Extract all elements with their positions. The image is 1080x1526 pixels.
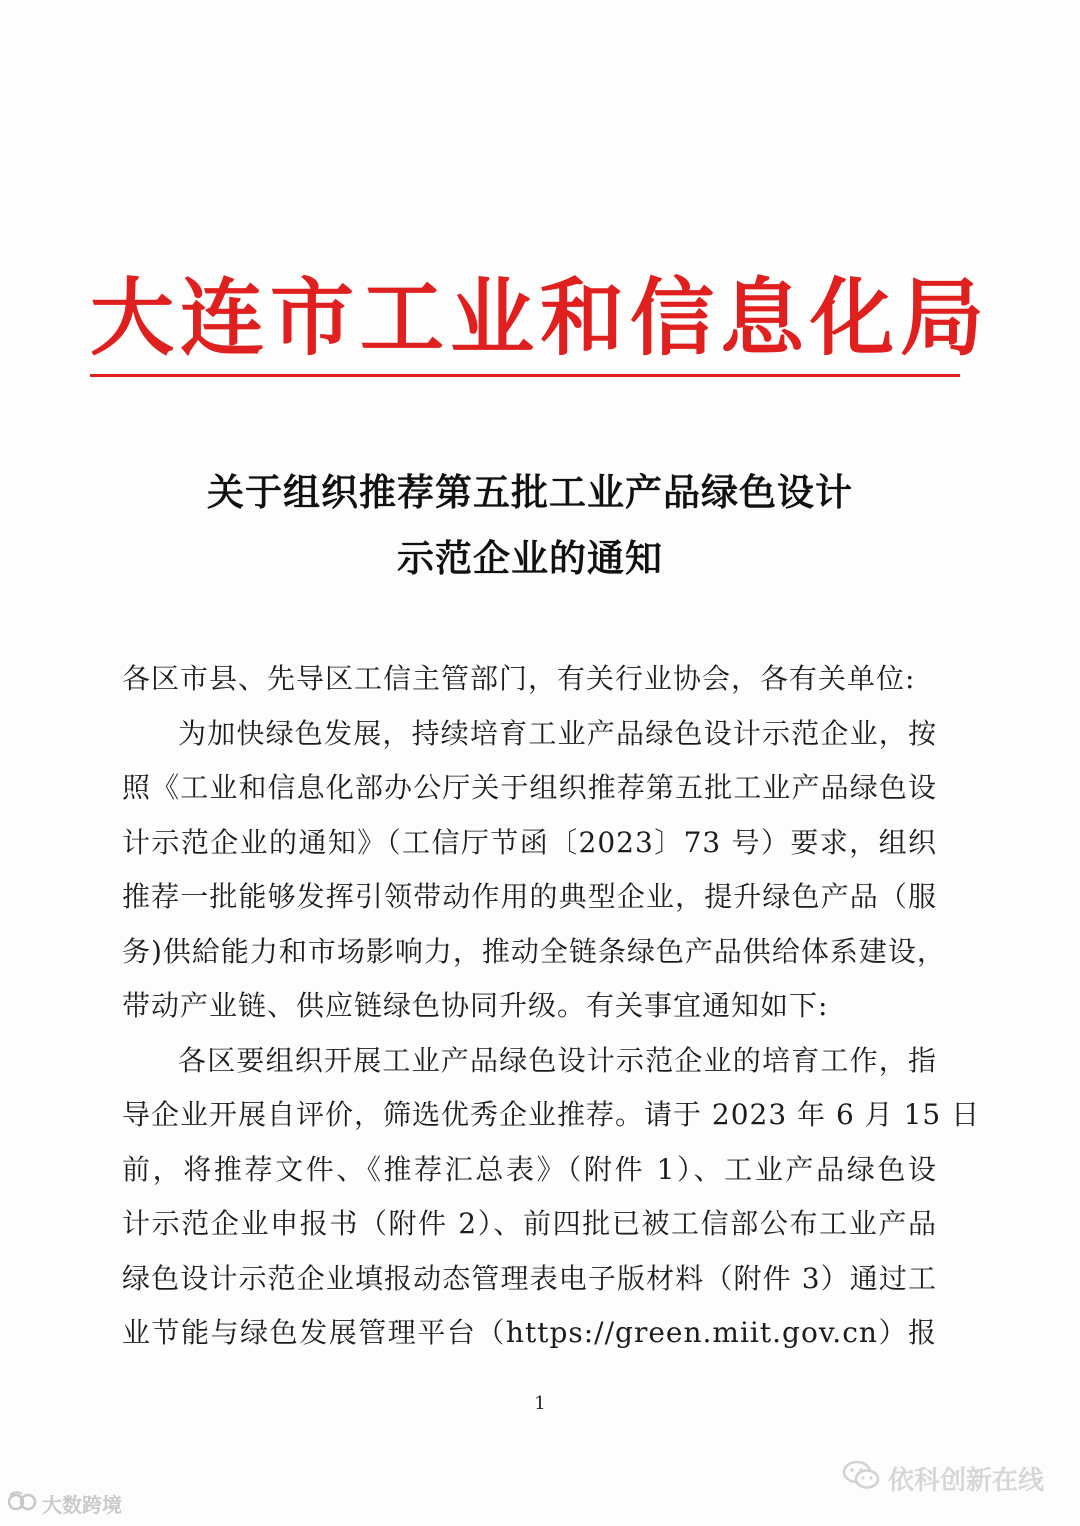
body-line: 计示范企业的通知》（工信厅节函〔2023〕73 号）要求，组织 [122,825,937,859]
document-title-line-1: 关于组织推荐第五批工业产品绿色设计 [207,470,853,514]
watermark-right-text: 依科创新在线 [888,1465,1045,1496]
salutation-line: 各区市县、先导区工信主管部门，有关行业协会，各有关单位: [122,662,916,695]
wechat-icon [842,1459,880,1498]
body-line: 绿色设计示范企业填报动态管理表电子版材料（附件 3）通过工 [122,1261,937,1295]
body-line: 导企业开展自评价，筛选优秀企业推荐。请于 2023 年 6 月 15 日 [122,1098,981,1131]
body-line: 计示范企业申报书（附件 2）、前四批已被工信部公布工业产品 [122,1207,937,1240]
body-line: 务)供給能力和市场影响力，推动全链条绿色产品供给体系建设， [122,934,946,968]
page-number: 1 [534,1393,546,1414]
watermark-left [8,1488,122,1518]
body-line: 前，将推荐文件、《推荐汇总表》（附件 1）、工业产品绿色设 [122,1152,937,1186]
document-title-line-2: 示范企业的通知 [397,536,663,580]
organization-header: 大连市工业和信息化局 [90,268,991,367]
red-divider-line [90,374,960,377]
body-line: 业节能与绿色发展管理平台（https://green.miit.gov.cn）报 [122,1316,937,1349]
watermark-right [842,1456,1044,1500]
body-line: 各区要组织开展工业产品绿色设计示范企业的培育工作，指 [178,1043,937,1077]
weibo-style-logo-icon [8,1489,38,1518]
body-line: 带动产业链、供应链绿色协同升级。有关事宜通知如下: [122,989,829,1022]
document-body [122,652,981,1361]
body-line: 推荐一批能够发挥引领带动作用的典型企业，提升绿色产品（服 [122,880,937,913]
body-line: 为加快绿色发展，持续培育工业产品绿色设计示范企业，按 [178,716,937,750]
watermark-left-text: 大数跨境 [42,1492,122,1517]
body-line: 照《工业和信息化部办公厅关于组织推荐第五批工业产品绿色设 [122,771,937,804]
